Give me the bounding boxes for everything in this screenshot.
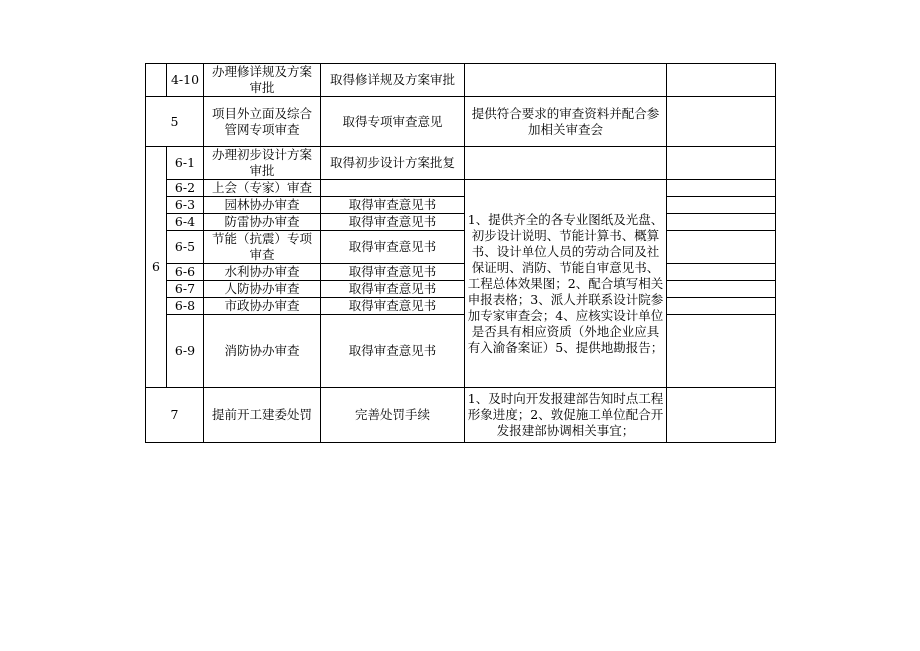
remark-cell: [667, 281, 776, 298]
result-cell: [321, 180, 465, 197]
item-cell: 市政协办审查: [204, 298, 321, 315]
approval-table: [145, 63, 776, 443]
table-row: [146, 315, 776, 388]
result-cell: 完善处罚手续: [321, 388, 465, 443]
note-cell: [465, 147, 667, 180]
item-cell: 园林协办审查: [204, 197, 321, 214]
result-cell: 取得审查意见书: [321, 298, 465, 315]
row-number: 6-8: [167, 298, 204, 315]
table-row: [146, 264, 776, 281]
remark-cell: [667, 264, 776, 281]
result-cell: 取得审查意见书: [321, 315, 465, 388]
table-row: [146, 231, 776, 264]
result-cell: 取得审查意见书: [321, 281, 465, 298]
row-number: 6-2: [167, 180, 204, 197]
row-number: 6-6: [167, 264, 204, 281]
remark-cell: [667, 315, 776, 388]
note-cell: [465, 64, 667, 97]
remark-cell: [667, 231, 776, 264]
group6-note-cell: 1、提供齐全的各专业图纸及光盘、初步设计说明、节能计算书、概算书、设计单位人员的劳动合同及社保证明、消防、节能自审意见书、工程总体效果图；2、配合填写相关申报表格；3、派人并联系设计院参加专家审查会；4、应核实设计单位是否具有相应资质（外地企业应具有入渝备案证）5、提供地勘报告；: [465, 180, 667, 388]
item-cell: 水利协办审查: [204, 264, 321, 281]
item-cell: 办理初步设计方案审批: [204, 147, 321, 180]
table-row: [146, 281, 776, 298]
item-cell: 上会（专家）审查: [204, 180, 321, 197]
row-number: 6-4: [167, 214, 204, 231]
row-number: 5: [146, 97, 204, 147]
row-number: 6-5: [167, 231, 204, 264]
result-cell: 取得审查意见书: [321, 214, 465, 231]
table-row: [146, 64, 776, 97]
remark-cell: [667, 388, 776, 443]
item-cell: 节能（抗震）专项审查: [204, 231, 321, 264]
row-number: 7: [146, 388, 204, 443]
item-cell: 人防协办审查: [204, 281, 321, 298]
remark-cell: [667, 214, 776, 231]
result-cell: 取得审查意见书: [321, 197, 465, 214]
result-cell: 取得审查意见书: [321, 231, 465, 264]
table-row: [146, 298, 776, 315]
row-number: 6-1: [167, 147, 204, 180]
remark-cell: [667, 298, 776, 315]
item-cell: 防雷协办审查: [204, 214, 321, 231]
item-cell: 项目外立面及综合管网专项审查: [204, 97, 321, 147]
table-row: [146, 388, 776, 443]
item-cell: 消防协办审查: [204, 315, 321, 388]
table-row: [146, 197, 776, 214]
row-number: 6-7: [167, 281, 204, 298]
note-cell: 1、及时向开发报建部告知时点工程形象进度；2、敦促施工单位配合开发报建部协调相关事宜；: [465, 388, 667, 443]
row-number: 4-10: [167, 64, 204, 97]
group-cell: [146, 64, 167, 97]
remark-cell: [667, 197, 776, 214]
result-cell: 取得修详规及方案审批: [321, 64, 465, 97]
table-row: [146, 97, 776, 147]
group-number: 6: [146, 147, 167, 388]
result-cell: 取得初步设计方案批复: [321, 147, 465, 180]
remark-cell: [667, 180, 776, 197]
table-row: [146, 214, 776, 231]
row-number: 6-3: [167, 197, 204, 214]
item-cell: 提前开工建委处罚: [204, 388, 321, 443]
result-cell: 取得审查意见书: [321, 264, 465, 281]
result-cell: 取得专项审查意见: [321, 97, 465, 147]
note-cell: 提供符合要求的审查资料并配合参加相关审查会: [465, 97, 667, 147]
row-number: 6-9: [167, 315, 204, 388]
remark-cell: [667, 97, 776, 147]
item-cell: 办理修详规及方案审批: [204, 64, 321, 97]
remark-cell: [667, 64, 776, 97]
table-row: [146, 147, 776, 180]
remark-cell: [667, 147, 776, 180]
table-row: [146, 180, 776, 197]
